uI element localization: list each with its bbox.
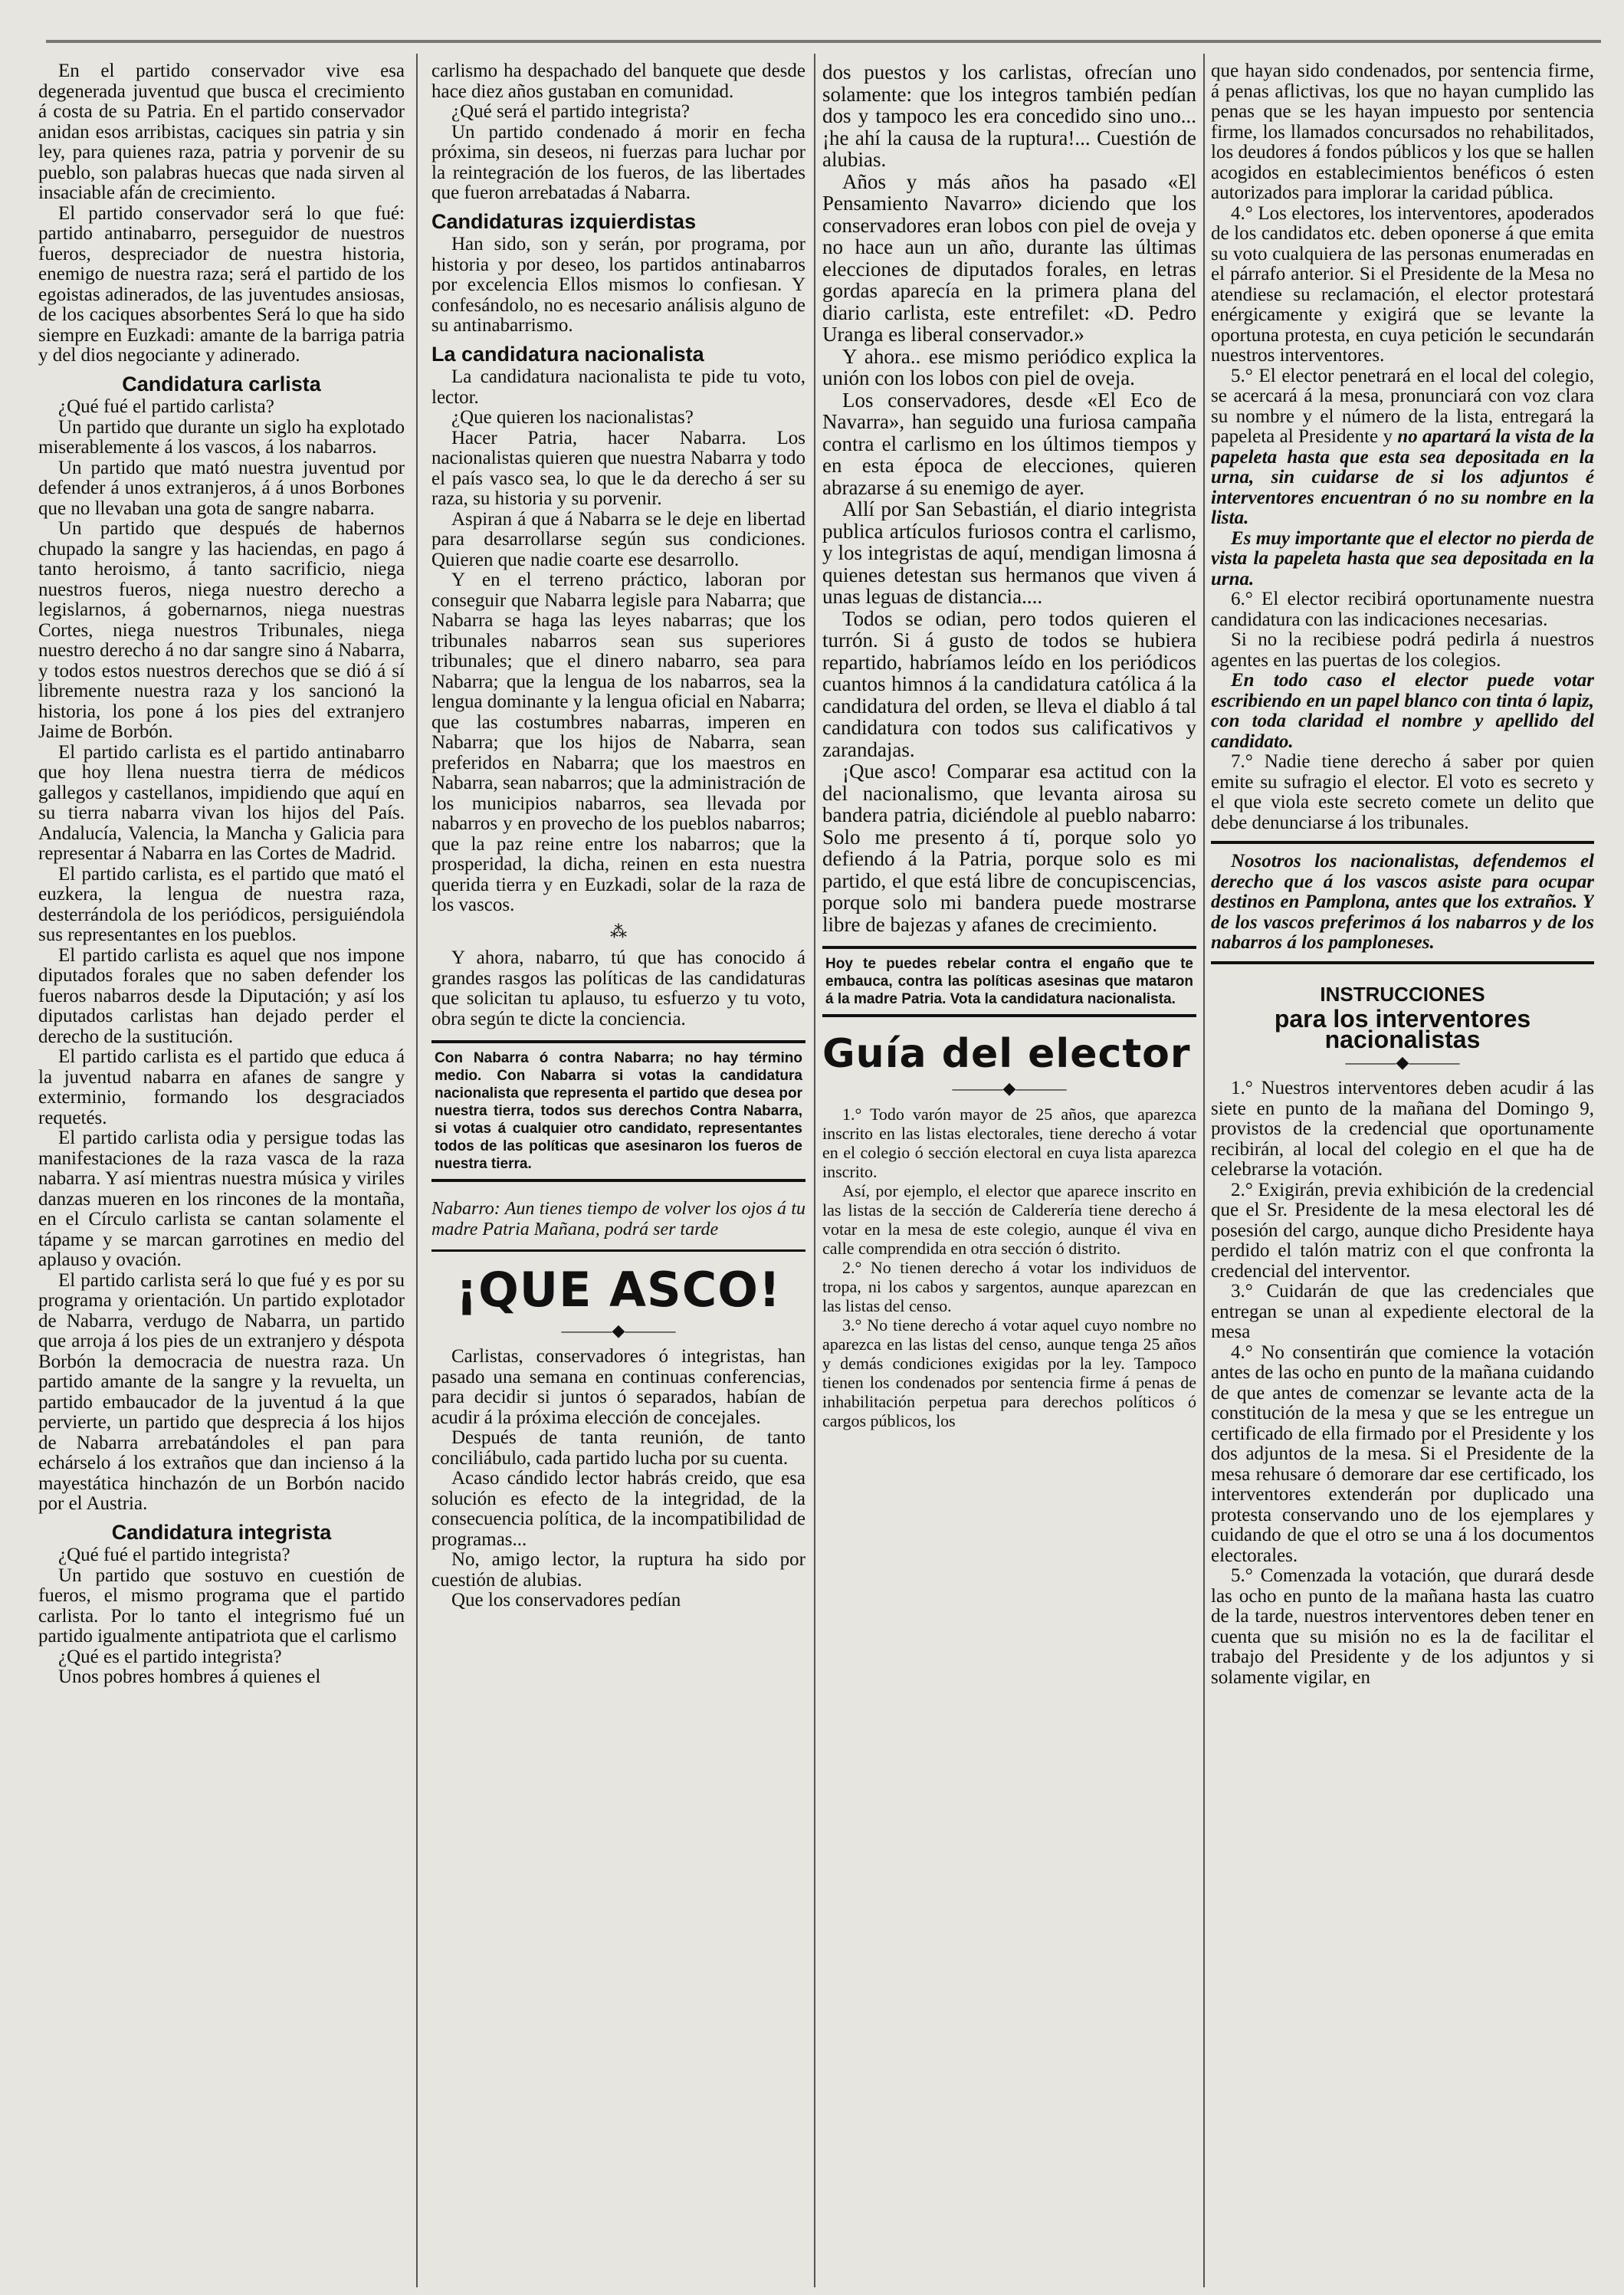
paragraph: 6.° El elector recibirá oportunamente nuestra candidatura con las indicaciones necesarias. — [1211, 589, 1594, 630]
paragraph: Hacer Patria, hacer Nabarra. Los nacionalistas quieren que nuestra Nabarra y todo el país vasco sea, lo que le da derecho á ser su raza, su historia y su porvenir. — [431, 427, 805, 509]
asterism-ornament: ⁂ — [610, 921, 627, 941]
headline-que-asco: ¡QUE ASCO! — [455, 1262, 782, 1318]
paragraph: Y en el terreno práctico, laboran por conseguir que Nabarra legisle para Nabarra; que Nabarra se haga las leyes nabarras; que los tribunales nabarros sean sus superiores tribunales; que el dinero nabarro, sea para Nabarra; que la lengua de los nabarros, sea la lengua dominante y la lengua oficial en Nabarra; que las costumbres nabarras, imperen en Nabarra; que los hijos de Nabarra, sean preferidos en Nabarra; que los maestros en Nabarra, sean nabarros; que la administración de los municipios nabarros, sea llevada por nabarros y en provecho de los pueblos nabarros; que la paz reine entre los nabarros; que la prosperidad, la dicha, reinen en esta nuestra querida tierra y en Euzkadi, solar de la raza de los vascos. — [431, 570, 805, 915]
paragraph: dos puestos y los carlistas, ofrecían uno solamente: que los integros también pedían dos y tampoco les era concedido sino uno... ¡he ahí la causa de la ruptura!... Cuestión de alubias. — [822, 61, 1196, 171]
paragraph: 7.° Nadie tiene derecho á saber por quien emite su sufragio el elector. El voto es secreto y el que viola este secreto comete un delito que debe denunciarse á los tribunales. — [1211, 751, 1594, 833]
paragraph: 4.° Los electores, los interventores, apoderados de los candidatos etc. deben oponerse á que emita su voto cualquiera de las personas enumeradas en el párrafo anterior. Si el Presidente de la Mesa no atendiese su reclamación, el elector protestará enérgicamente y exigirá que se levante la oportuna protesta, en cuya petición le secundarán nuestros interventores. — [1211, 202, 1594, 366]
section-heading-integrista: Candidatura integrista — [111, 1520, 332, 1544]
paragraph: Después de tanta reunión, de tanto conciliábulo, cada partido lucha por su cuenta. — [431, 1427, 805, 1469]
boxed-notice: Hoy te puedes rebelar contra el engaño que te embauca, contra las políticas asesinas que mataron á la madre Patria. Vota la candidatura nacionalista. — [822, 946, 1196, 1017]
paragraph: carlismo ha despachado del banquete que desde hace diez años gustaban en comunidad. — [431, 61, 805, 102]
ornament-divider: ―――◆――― — [952, 1079, 1067, 1098]
paragraph: Un partido que durante un siglo ha explotado miserablemente á los vascos, á los nabarros. — [38, 416, 405, 458]
paragraph: La candidatura nacionalista te pide tu voto, lector. — [431, 366, 805, 408]
paragraph: Aspiran á que á Nabarra se le deje en libertad para desarrollarse según sus condiciones. Quieren que nadie coarte ese desarrollo. — [431, 508, 805, 570]
paragraph: Unos pobres hombres á quienes el — [58, 1666, 321, 1687]
paragraph: Carlistas, conservadores ó integristas, han pasado una semana en continuas conferencias, para decidir si juntos ó separados, habían de acudir á la próxima elección de concejales. — [431, 1346, 805, 1428]
subheading-interventores: para los interventores nacionalistas — [1274, 1005, 1531, 1053]
paragraph: 2.° Exigirán, previa exhibición de la credencial que el Sr. Presidente de la mesa electoral les dé posesión del cargo, aunque dicho Presidente haya perdido el talón matriz con el que confronta la credencial del interventor. — [1211, 1179, 1594, 1282]
column-divider — [416, 54, 418, 2287]
paragraph: No, amigo lector, la ruptura ha sido por cuestión de alubias. — [431, 1549, 805, 1591]
ornament-divider: ―――◆――― — [1345, 1052, 1460, 1072]
paragraph: 1.° Todo varón mayor de 25 años, que aparezca inscrito en las listas electorales, tiene derecho á votar en el colegio ó sección electoral en cuya lista aparezca inscrito. — [822, 1105, 1196, 1181]
paragraph: ¿Que quieren los nacionalistas? — [451, 407, 694, 428]
paragraph: Un partido que después de habernos chupado la sangre y las haciendas, en pago á tanto heroismo, á tanto sacrificio, niega nuestros fueros, niega nuestro derecho a legislarnos, á gobernarnos, niega nuestras Cortes, niega nuestros Tribunales, niega nuestro derecho á no dar sangre sino á Nabarra, y todos estos nuestros derechos que se dió á sí libremente nuestra raza y los sancionó la historia, los pone á los pies del extranjero Jaime de Borbón. — [38, 518, 405, 742]
paragraph: Un partido condenado á morir en fecha próxima, sin deseos, ni fuerzas para luchar por la reintegración de los fueros, de las libertades que fueron arrebatadas á Nabarra. — [431, 121, 805, 203]
paragraph: 1.° Nuestros interventores deben acudir á las siete en punto de la mañana del Domingo 9, provistos de la credencial que oportunamente recibirán, al local del colegio en el que ha de celebrarse la votación. — [1211, 1078, 1594, 1180]
rule — [1211, 961, 1594, 964]
ornament-divider: ―――◆――― — [561, 1321, 676, 1340]
column-3 — [822, 61, 1196, 2280]
paragraph: El partido carlista es el partido antinabarro que hoy llena nuestra tierra de médicos gallegos y castellanos, impidiendo que aquí en su tierra nabarra vivan los hijos del País. Andalucía, Valencia, la Mancha y Galicia para representar á Nabarra en las Cortes de Madrid. — [38, 741, 405, 864]
paragraph: Los conservadores, desde «El Eco de Navarra», han seguido una furiosa campaña contra el carlismo en los últimos tiempos y en esta época de elecciones, quieren abrazarse á su enemigo de ayer. — [822, 388, 1196, 499]
top-rule — [46, 40, 1601, 43]
paragraph: ¿Qué fué el partido carlista? — [58, 396, 274, 417]
paragraph: 2.° No tienen derecho á votar los individuos de tropa, ni los cabos y sargentos, aunque aparezcan en las listas del censo. — [822, 1258, 1196, 1315]
paragraph: El partido carlista odia y persigue todas las manifestaciones de la raza vasca de la raza nabarra. Y así mientras nuestra música y viriles danzas mueren en los rincones de la montaña, en el Círculo carlista se cantan solamente el tápame y se marcan garrotines en medio del aplauso y ovación. — [38, 1128, 405, 1270]
paragraph: Un partido que sostuvo en cuestión de fueros, el mismo programa que el partido carlista. Por lo tanto el integrismo fué un partido igualmente antipatriota que el carlismo — [38, 1564, 405, 1647]
paragraph: que hayan sido condenados, por sentencia firme, á penas aflictivas, los que no hayan cumplido las penas que se les hayan impuesto por sentencia firme, los llamados concursados no rehabilitados, los deudores á fondos públicos y los que se hallen acogidos en establecimientos benéficos ó esten autorizados para implorar la caridad pública. — [1211, 61, 1594, 203]
section-heading-nacionalista: La candidatura nacionalista — [431, 342, 704, 366]
paragraph: El partido carlista es el partido que educa á la juventud nabarra en afanes de sangre y exterminio, formando los desgraciados requetés. — [38, 1046, 405, 1128]
section-heading-izquierdistas: Candidaturas izquierdistas — [431, 209, 697, 233]
paragraph: Si no la recibiese podrá pedirla á nuestros agentes en las puertas de los colegios. — [1211, 629, 1594, 671]
column-divider — [814, 54, 815, 2287]
paragraph: Y ahora.. ese mismo periódico explica la unión con los lobos con piel de oveja. — [822, 344, 1196, 389]
paragraph: Todos se odian, pero todos quieren el turrón. Si á gusto de todos se hubiera repartido, habríamos leído en los periódicos cuantos himnos á la candidatura católica á la candidatura del orden, se lleva el diablo á tal candidatura con todos sus calificativos y zarandajas. — [822, 606, 1196, 761]
italic-notice: Nabarro: Aun tienes tiempo de volver los ojos á tu madre Patria Mañana, podrá ser tarde — [431, 1193, 805, 1252]
paragraph: Han sido, son y serán, por programa, por historia y por deseo, los partidos antinabarros por excelencia Ellos mismos lo confiesan. Y confesándolo, no es necesario análisis alguno de su antinabarrismo. — [431, 234, 805, 336]
paragraph: ¿Qué será el partido integrista? — [451, 101, 690, 122]
paragraph — [1211, 366, 1594, 529]
paragraph: 3.° Cuidarán de que las credenciales que entregan se unan al expediente electoral de la mesa — [1211, 1281, 1594, 1342]
paragraph: 5.° Comenzada la votación, que durará desde las ocho en punto de la mañana hasta las cuatro de la tarde, nuestros interventores deben tener en cuenta que su misión no es la de facilitar el trabajo del Presidente y de los adjuntos y si solamente vigilar, en — [1211, 1565, 1594, 1688]
paragraph: Un partido que mató nuestra juventud por defender á unos extranjeros, á á unos Borbones que no llevaban una gota de sangre nabarra. — [38, 457, 405, 519]
paragraph: El partido carlista es aquel que nos impone diputados forales que no saben defender los fueros nabarros desde la Diputación; y así los diputados carlistas han dejado perder el derecho de la sustitución. — [38, 944, 405, 1047]
column-divider — [1203, 54, 1205, 2287]
paragraph: Es muy importante que el elector no pierda de vista la papeleta hasta que sea depositada en la urna. — [1211, 527, 1594, 589]
paragraph: El partido carlista será lo que fué y es por su programa y orientación. Un partido explotador de Nabarra, verdugo de Nabarra, un partido que arroja á los pies de un extranjero y déspota Borbón la democracia de nuestra raza. Un partido amante de la sangre y la revuelta, un partido embaucador de la juventud á la que pervierte, un partido que desprecia á los hijos de Nabarra arrebatándoles el pan para echárselo á los extraños que dan incienso á la mayestática hinchazón de un Borbón nacido por el Austria. — [38, 1269, 405, 1514]
column-1 — [38, 61, 405, 2280]
heading-instrucciones: INSTRUCCIONES — [1320, 982, 1485, 1006]
boxed-notice: Con Nabarra ó contra Nabarra; no hay término medio. Con Nabarra si votas la candidatura nacionalista que representa el partido que desea por nuestra tierra, todos sus derechos Contra Nabarra, si votas á cualquier otro candidato, representantes todos de las políticas que asesinaron los fueros de nuestra tierra. — [431, 1040, 805, 1182]
paragraph: Años y más años ha pasado «El Pensamiento Navarro» diciendo que los conservadores eran lobos con piel de oveja y no hace aun un año, durante las últimas elecciones de diputados forales, en letras gordas aparecía en la primera plana del diario carlista, este entrefilet: «D. Pedro Uranga es liberal conservador.» — [822, 169, 1196, 346]
paragraph: ¿Qué fué el partido integrista? — [58, 1545, 290, 1565]
paragraph: En todo caso el elector puede votar escribiendo en un papel blanco con tinta ó lapiz, con toda claridad el nombre y apellido del candidato. — [1211, 670, 1594, 752]
paragraph: Nosotros los nacionalistas, defendemos el derecho que á los vascos asiste para ocupar destinos en Pamplona, antes que los extraños. Y de los vascos preferimos á los nabarros y de los nabarros á los pamploneses. — [1211, 851, 1594, 953]
rule — [1211, 841, 1594, 844]
paragraph: Así, por ejemplo, el elector que aparece inscrito en las listas de la sección de Calderería tiene derecho á votar en la mesa de este colegio, aunque él viva en calle comprendida en otra sección ó distrito. — [822, 1181, 1196, 1258]
text-run: 5.° El elector penetrará en el local del colegio, se acercará á la mesa, pronunciará con voz clara su nombre y el número de la lista, entregará la papeleta al Presidente y — [1211, 365, 1594, 447]
paragraph: Allí por San Sebastián, el diario integrista publica artículos furiosos contra el carlismo, y los integristas de aquí, mendigan limosna á quienes detestan sus hermanos que viven á unas leguas de distancia.... — [822, 497, 1196, 608]
paragraph: En el partido conservador vive esa degenerada juventud que busca el crecimiento á costa de su Patria. En el partido conservador anidan esos arribistas, caciques sin patria y sin ley, para quienes raza, patria y porvenir de su pueblo, son palabras huecas que nada sirven al insaciable afán de crecimiento. — [38, 61, 405, 203]
paragraph: Que los conservadores pedían — [451, 1590, 681, 1610]
paragraph: Acaso cándido lector habrás creido, que esa solución es efecto de la integridad, de la consecuencia política, de la incompatibilidad de programas... — [431, 1468, 805, 1550]
emphasis-text: no apartará la vista de la papeleta hasta que esta sea depositada en la urna, sin cuidarse de si los adjuntos é interventores encuentran ó no su nombre en la lista. — [1211, 426, 1594, 528]
paragraph: 3.° No tiene derecho á votar aquel cuyo nombre no aparezca en las listas del censo, aunque tenga 25 años y demás condiciones exigidas por la ley. Tampoco tienen los condenados por sentencia firme á penas de inhabilitación perpetua para derechos políticos ó cargos públicos, los — [822, 1315, 1196, 1430]
paragraph: El partido carlista, es el partido que mató el euzkera, la lengua de nuestra raza, desterrándola de los periódicos, persiguiéndola sus representantes en los pueblos. — [38, 863, 405, 945]
paragraph: ¡Que asco! Comparar esa actitud con la del nacionalismo, que levanta airosa su bandera patria, diciéndole al pueblo nabarro: Solo me presento á tí, porque solo yo defiendo á la Patria, porque solo es mi partido, el que está libre de concupiscencias, porque solo mi bandera puede mostrarse libre de bajezas y afanes de crecimiento. — [822, 760, 1196, 936]
section-heading-carlista: Candidatura carlista — [122, 372, 321, 396]
column-4 — [1211, 61, 1594, 2280]
paragraph: 4.° No consentirán que comience la votación antes de las ocho en punto de la mañana cuidando de que antes de comenzar se levante acta de la constitución de la mesa y que se les entregue un certificado de ella firmado por el Presidente y los dos adjuntos de la mesa. Si el Presidente de la mesa rehusare ó demorare dar ese certificado, los interventores extenderán por duplicado una protesta conservando uno de los ejemplares y cuidando de que el otro se una á los documentos electorales. — [1211, 1341, 1594, 1566]
column-2 — [431, 61, 805, 2280]
paragraph: El partido conservador será lo que fué: partido antinabarro, perseguidor de nuestros fueros, despreciador de nuestra historia, enemigo de nuestra raza; será el partido de los egoistas adinerados, de las juventudes ansiosas, de los caciques absorbentes Será lo que ha sido siempre en Euzkadi: amante de la barriga patria y del dios negociante y adinerado. — [38, 202, 405, 366]
paragraph: ¿Qué es el partido integrista? — [58, 1646, 282, 1667]
paragraph: Y ahora, nabarro, tú que has conocido á grandes rasgos las políticas de las candidaturas que solicitan tu aplauso, tu esfuerzo y tu voto, obra según te dicte la conciencia. — [431, 947, 805, 1029]
headline-guia-del-elector: Guía del elector — [822, 1031, 1191, 1077]
